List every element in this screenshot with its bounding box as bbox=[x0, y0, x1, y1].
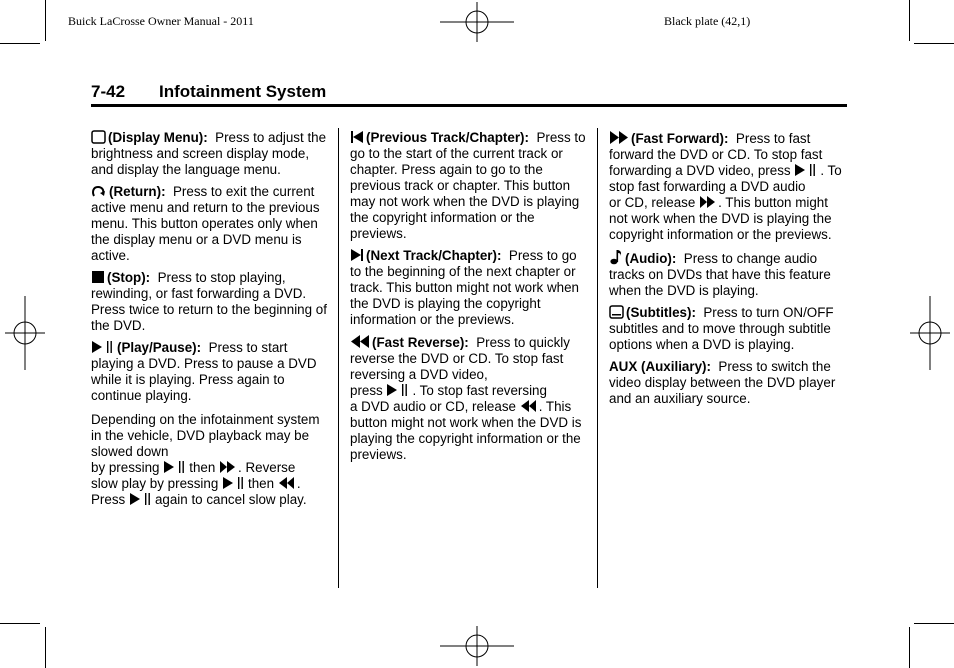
column-divider bbox=[338, 128, 339, 588]
entry-text: Depending on the infotainment system in the vehicle, DVD playback may be slowed down bbox=[91, 412, 320, 459]
fast-forward-icon bbox=[699, 195, 716, 209]
entry-label: (Stop): bbox=[107, 270, 151, 285]
return-icon bbox=[91, 184, 107, 198]
entry-text: forwarding a DVD video, press bbox=[609, 163, 791, 178]
entry-text: . Reverse bbox=[238, 460, 296, 475]
entry-label: (Fast Forward): bbox=[631, 131, 729, 146]
page-header bbox=[91, 82, 847, 107]
entry-text: Press to exit the current active menu and return to the previous menu. This button operates only when the display menu or a DVD menu is active. bbox=[91, 184, 320, 263]
entry-text: a DVD audio or CD, release bbox=[350, 399, 516, 414]
play-pause-icon bbox=[163, 460, 187, 474]
fast-reverse-icon bbox=[520, 399, 537, 413]
play-pause-icon bbox=[91, 340, 115, 354]
column-3 bbox=[609, 130, 849, 413]
crop-mark bbox=[0, 623, 40, 624]
aux-entry bbox=[609, 359, 849, 407]
entry-text: Press to go to the start of the current track or chapter. Press again to go to the previous track or chapter. This button may not work when the DVD is playing the copyright information or the previews. bbox=[350, 130, 586, 241]
entry-label: (Fast Reverse): bbox=[372, 335, 469, 350]
display-menu-entry bbox=[91, 130, 331, 178]
entry-label: (Display Menu): bbox=[108, 130, 208, 145]
entry-text: Press to go to the beginning of the next chapter or track. This button might not work when the DVD is playing the copyright information or the previews. bbox=[350, 248, 579, 327]
previous-track-icon bbox=[350, 130, 364, 144]
column-1 bbox=[91, 130, 331, 514]
entry-text: press bbox=[350, 383, 383, 398]
play-pause-icon bbox=[386, 383, 410, 397]
registration-mark-icon bbox=[910, 296, 950, 370]
slow-play-entry bbox=[91, 412, 331, 508]
fast-forward-icon bbox=[609, 130, 629, 145]
subtitles-icon bbox=[609, 305, 624, 319]
registration-mark-icon bbox=[440, 626, 514, 666]
crop-mark bbox=[914, 623, 954, 624]
entry-label: (Next Track/Chapter): bbox=[366, 248, 502, 263]
entry-text: slow play by pressing bbox=[91, 476, 219, 491]
entry-text: Press to adjust the brightness and screen display mode, and display the language menu. bbox=[91, 130, 327, 177]
entry-text: . This button might not work when the DVD is playing the copyright information or the previews. bbox=[350, 399, 582, 462]
play-pause-icon bbox=[129, 492, 153, 506]
entry-text: Press to turn ON/OFF subtitles and to move through subtitle options when a DVD is playing. bbox=[609, 305, 834, 352]
crop-mark bbox=[0, 43, 40, 44]
page-number: 7-42 bbox=[91, 82, 126, 101]
entry-text: then bbox=[248, 476, 275, 491]
column-divider bbox=[597, 128, 598, 588]
entry-text: Press to fast forward the DVD or CD. To stop fast bbox=[609, 131, 823, 162]
registration-mark-icon bbox=[5, 296, 45, 370]
column-2 bbox=[350, 130, 588, 469]
entry-text: Press to quickly reverse the DVD or CD. To stop fast reversing a DVD video, bbox=[350, 335, 570, 382]
entry-label: (Subtitles): bbox=[626, 305, 696, 320]
entry-text: . This button might not work when the DVD is playing the copyright information or the previews. bbox=[609, 195, 832, 242]
entry-text: Press to start playing a DVD. Press to pause a DVD while it is playing. Press again to continue playing. bbox=[91, 340, 317, 403]
fast-reverse-icon bbox=[278, 476, 295, 490]
entry-text: . To stop fast forwarding a DVD audio bbox=[609, 163, 842, 194]
display-menu-icon bbox=[91, 130, 106, 144]
manual-title: Buick LaCrosse Owner Manual - 2011 bbox=[68, 14, 254, 28]
entry-text: . bbox=[296, 476, 301, 491]
registration-mark-icon bbox=[440, 2, 514, 42]
stop-entry bbox=[91, 270, 331, 334]
next-track-entry bbox=[350, 248, 588, 328]
plate-label: Black plate (42,1) bbox=[664, 14, 751, 28]
previous-track-entry bbox=[350, 130, 588, 242]
entry-label: (Return): bbox=[109, 184, 166, 199]
fast-forward-entry bbox=[609, 130, 849, 243]
subtitles-entry bbox=[609, 305, 849, 353]
crop-mark bbox=[914, 43, 954, 44]
entry-label: (Audio): bbox=[625, 251, 677, 266]
crop-mark bbox=[45, 627, 46, 668]
stop-icon bbox=[91, 270, 105, 284]
entry-text: Press to switch the video display between the DVD player and an auxiliary source. bbox=[609, 359, 836, 406]
fast-reverse-icon bbox=[350, 334, 370, 349]
return-entry bbox=[91, 184, 331, 264]
fast-forward-icon bbox=[219, 460, 236, 474]
entry-label: (Previous Track/Chapter): bbox=[366, 130, 529, 145]
entry-text: Press bbox=[91, 492, 126, 507]
entry-text: Press to change audio tracks on DVDs that have this feature when the DVD is playing. bbox=[609, 251, 831, 298]
entry-text: then bbox=[189, 460, 216, 475]
crop-mark bbox=[45, 0, 46, 41]
entry-text: by pressing bbox=[91, 460, 160, 475]
entry-label: AUX (Auxiliary): bbox=[609, 359, 711, 374]
crop-mark bbox=[909, 0, 910, 41]
section-title: Infotainment System bbox=[159, 82, 327, 101]
entry-text: . To stop fast reversing bbox=[412, 383, 547, 398]
play-pause-icon bbox=[222, 476, 246, 490]
entry-text: Press to stop playing, rewinding, or fast forwarding a DVD. Press twice to return to the beginning of the DVD. bbox=[91, 270, 327, 333]
audio-entry bbox=[609, 249, 849, 299]
crop-mark bbox=[909, 627, 910, 668]
play-pause-icon bbox=[794, 163, 818, 177]
fast-reverse-entry bbox=[350, 334, 588, 463]
music-note-icon bbox=[609, 249, 623, 265]
next-track-icon bbox=[350, 248, 364, 262]
play-pause-entry bbox=[91, 340, 331, 404]
entry-text: again to cancel slow play. bbox=[154, 492, 307, 507]
entry-label: (Play/Pause): bbox=[117, 340, 202, 355]
entry-text: or CD, release bbox=[609, 195, 696, 210]
